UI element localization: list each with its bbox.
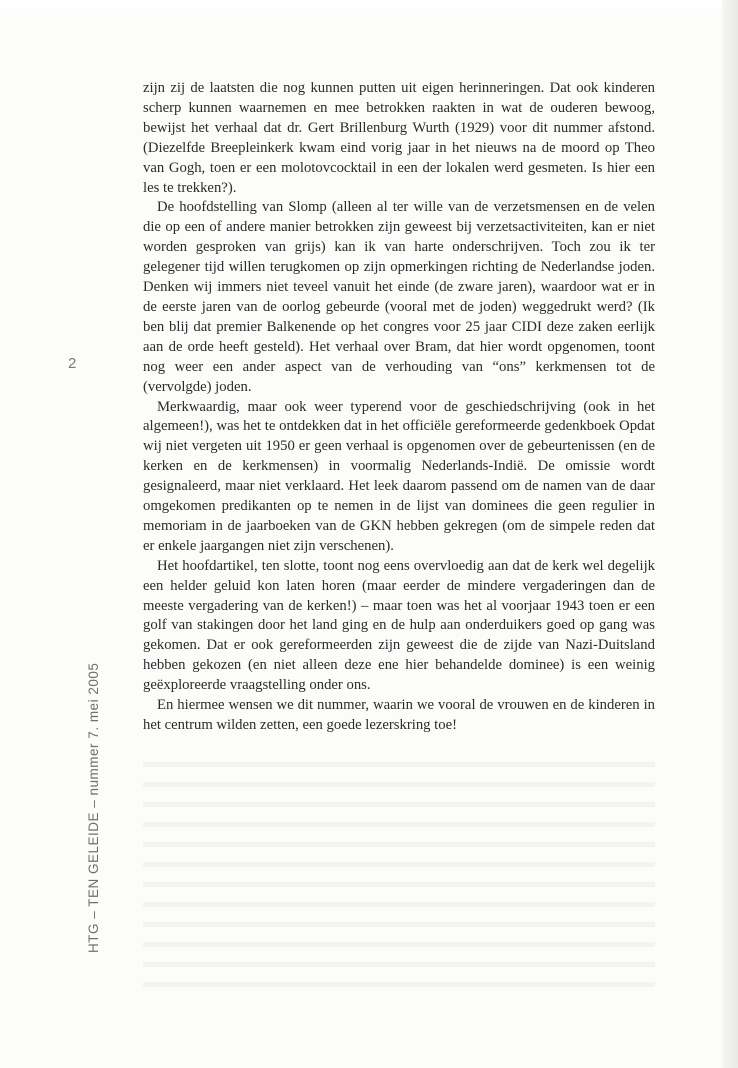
page-number: 2: [68, 355, 77, 372]
paragraph: Het hoofdartikel, ten slotte, toont nog eens overvloedig aan dat de kerk wel degelijk een helder geluid kon laten horen (maar eerder de mindere vergaderingen dan de meeste vergadering van de kerken!) – maar toen was het al voorjaar 1943 toen er een golf van stakingen door het land ging en de hulp aan onderduikers goed op gang was gekomen. Dat er ook gereformeerden zijn geweest die de zijde van Nazi-Duitsland hebben gekozen (en niet alleen deze ene hier behandelde dominee) is een weinig geëxploreerde vraagstelling onder ons.: [143, 557, 655, 694]
paragraph: Merkwaardig, maar ook weer typerend voor de geschiedschrijving (ook in het algemeen!), was het te ontdekken dat in het officiële gereformeerde gedenkboek Opdat wij niet vergeten uit 1950 er geen verhaal is opgenomen over de gebeurtenissen (en de kerken en de kerkmensen) in voormalig Nederlands-Indië. De omissie wordt gesignaleerd, maar niet verklaard. Het leek daarom passend om de namen van de daar omgekomen predikanten op te nemen in de lijst van dominees die geen regulier in memoriam in de jaarboeken van de GKN hebben gekregen (om de simpele reden dat er enkele jaargangen niet zijn verschenen).: [143, 398, 655, 554]
body-text: [143, 79, 655, 736]
running-head: HTG – TEN GELEIDE – nummer 7. mei 2005: [86, 662, 101, 953]
paragraph: De hoofdstelling van Slomp (alleen al ter wille van de verzetsmensen en de velen die op een of andere manier betrokken zijn geweest bij verzetsactiviteiten, kan er niet worden gesproken van grijs) kan ik van harte onderschrijven. Toch zou ik ter gelegener tijd willen terugkomen op zijn opmerkingen richting de Nederlandse joden. Denken wij immers niet teveel vanuit het einde (de zware jaren), waardoor wat er in de eerste jaren van de oorlog gebeurde (vooral met de joden) weggedrukt werd? (Ik ben blij dat premier Balkenende op het congres voor 25 jaar CIDI deze zaken eerlijk aan de orde heeft gesteld). Het verhaal over Bram, dat hier wordt opgenomen, toont nog weer een ander aspect van de verhouding van “ons” kerkmensen tot de (vervolgde) joden.: [143, 199, 655, 395]
paragraph: En hiermee wensen we dit nummer, waarin we vooral de vrouwen en de kinderen in het centrum wilden zetten, een goede lezerskring toe!: [143, 697, 655, 733]
paragraph: zijn zij de laatsten die nog kunnen putten uit eigen herinneringen. Dat ook kinderen scherp kunnen waarnemen en mee betrokken raakten in wat de ouderen bewoog, bewijst het verhaal dat dr. Gert Brillenburg Wurth (1929) voor dit nummer afstond. (Diezelfde Breepleinkerk kwam eind vorig jaar in het nieuws na de moord op Theo van Gogh, toen er een molotovcocktail in een der lokalen werd gesmeten. Is hier een les te trekken?).: [143, 80, 655, 196]
show-through-bleed: [143, 753, 655, 993]
page-right-edge-shadow: [722, 0, 738, 1068]
page-top-margin: [0, 0, 738, 8]
